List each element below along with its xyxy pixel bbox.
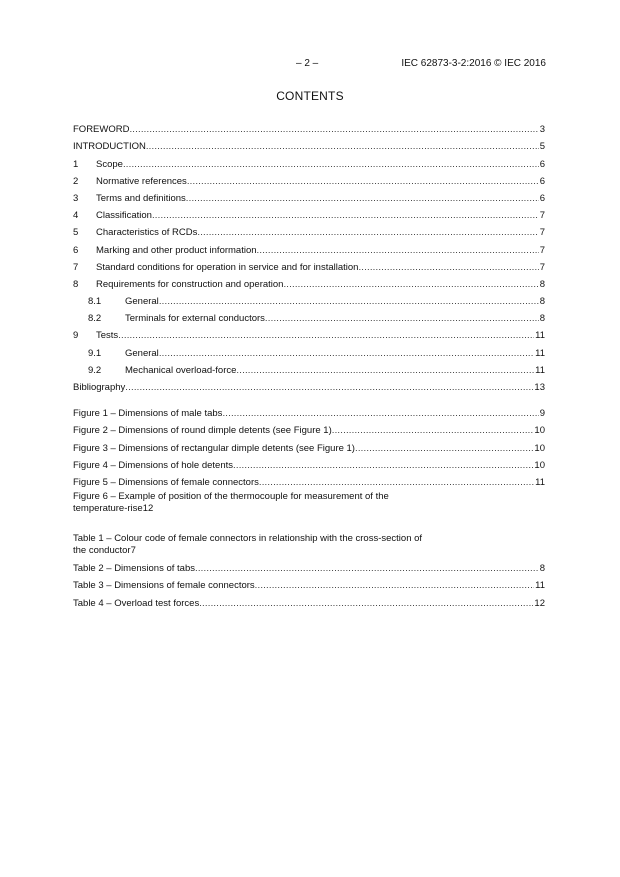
dot-leader [283, 279, 538, 290]
toc-page-number: 6 [539, 175, 545, 187]
toc-page-number: 6 [539, 192, 545, 204]
toc-entry-8-2-terminals[interactable] [73, 307, 545, 324]
dot-leader [233, 460, 533, 471]
toc-entry-standard-conditions[interactable] [73, 256, 545, 273]
toc-entry-text: Standard conditions for operation in service and for installation [96, 261, 359, 273]
dot-leader [265, 313, 539, 324]
toc-page-number: 13 [534, 382, 545, 393]
toc-entry-terms-definitions[interactable] [73, 187, 545, 204]
dot-leader [199, 598, 533, 609]
toc-entry-text: Bibliography [73, 382, 126, 393]
toc-entry-8-1-general[interactable] [73, 290, 545, 307]
figure-entry-6[interactable] [73, 491, 545, 515]
table-entry-text: Table 3 – Dimensions of female connectors [73, 580, 255, 592]
table-entry-text: Table 2 – Dimensions of tabs [73, 563, 195, 575]
toc-entry-text: Terminals for external conductors [125, 313, 265, 325]
toc-entry-number: 9 [73, 330, 79, 342]
table-entry-text: Table 1 – Colour code of female connectors in relationship with the cross-section of [73, 533, 423, 544]
toc-page-number: 11 [535, 347, 545, 359]
table-entry-3[interactable] [73, 574, 545, 591]
figure-entry-3[interactable] [73, 436, 545, 453]
figure-entry-text: Figure 4 – Dimensions of hole detents [73, 459, 234, 471]
toc-entry-marking[interactable] [73, 238, 545, 255]
toc-figures [73, 402, 545, 515]
toc-page-number: 8 [539, 296, 545, 308]
toc-entry-foreword[interactable] [73, 118, 545, 135]
toc-sections [73, 118, 545, 393]
figure-page-number: 9 [539, 408, 545, 420]
table-entry-2[interactable] [73, 557, 545, 574]
table-entry-text: Table 4 – Overload test forces [73, 597, 200, 609]
figure-entry-1[interactable] [73, 402, 545, 419]
toc-entry-requirements[interactable] [73, 273, 545, 290]
dot-leader [259, 477, 534, 488]
toc-page-number: 8 [539, 278, 545, 290]
toc-entry-number: 1 [73, 158, 79, 170]
toc-entry-number: 7 [73, 261, 79, 273]
toc-entry-text: Characteristics of RCDs [96, 227, 198, 239]
toc-entry-text: Scope [96, 158, 123, 170]
page-header [0, 58, 620, 74]
dot-leader [159, 296, 539, 307]
dot-leader [187, 176, 539, 187]
toc-entry-text: Requirements for construction and operation [96, 278, 284, 290]
figure-page-number: 11 [535, 476, 545, 488]
figure-entry-text-continued: temperature-rise [73, 502, 143, 514]
toc-entry-scope[interactable] [73, 152, 545, 169]
dot-leader [123, 159, 539, 170]
toc-entry-tests[interactable] [73, 324, 545, 341]
figure-page-number: 12 [142, 502, 154, 514]
table-entry-1[interactable] [73, 533, 545, 557]
dot-leader [159, 348, 534, 359]
toc-entry-number: 5 [73, 227, 79, 239]
table-page-number: 8 [539, 563, 545, 575]
toc-entry-9-1-general[interactable] [73, 341, 545, 358]
figure-page-number: 10 [534, 442, 545, 454]
toc-page-number: 7 [539, 210, 545, 222]
toc-entry-text: General [125, 296, 159, 308]
toc-entry-number: 8.2 [88, 313, 102, 325]
dot-leader [236, 365, 534, 376]
toc-entry-text: Terms and definitions [96, 192, 186, 204]
figure-page-number: 10 [534, 425, 545, 437]
table-entry-4[interactable] [73, 591, 545, 608]
toc-entry-bibliography[interactable] [73, 376, 545, 393]
toc-entry-classification[interactable] [73, 204, 545, 221]
toc-entry-text: Classification [96, 210, 152, 222]
figure-entry-text: Figure 3 – Dimensions of rectangular dimple detents (see Figure 1) [73, 442, 355, 454]
dot-leader [129, 124, 538, 135]
toc-entry-number: 9.1 [88, 347, 102, 359]
figure-entry-2[interactable] [73, 419, 545, 436]
dot-leader [257, 245, 539, 256]
toc-entry-text: General [125, 347, 159, 359]
document-id: IEC 62873-3-2:2016 © IEC 2016 [401, 58, 546, 69]
dot-leader [195, 563, 539, 574]
toc-page-number: 11 [535, 330, 545, 342]
figure-entry-text: Figure 6 – Example of position of the thermocouple for measurement of the [73, 490, 389, 502]
toc-entry-number: 8.1 [88, 296, 102, 308]
dot-leader [125, 382, 533, 393]
toc-page-number: 8 [539, 313, 545, 325]
table-page-number: 11 [535, 580, 545, 592]
toc-entry-number: 6 [73, 244, 79, 256]
toc-entry-9-2-mechanical-overload[interactable] [73, 359, 545, 376]
toc-page-number: 7 [539, 227, 545, 239]
dot-leader [118, 330, 534, 341]
toc-page-number: 3 [539, 124, 545, 136]
dot-leader [355, 443, 533, 454]
toc-entry-text: Marking and other product information [96, 244, 257, 256]
toc-entry-text: Tests [96, 330, 119, 342]
dot-leader [197, 227, 538, 238]
dot-leader [255, 580, 534, 591]
toc-entry-text: Normative references [96, 175, 187, 187]
toc-page-number: 6 [539, 158, 545, 170]
page-title: CONTENTS [276, 89, 344, 103]
figure-page-number: 10 [534, 459, 545, 471]
toc-tables [73, 533, 545, 609]
toc-entry-normative-references[interactable] [73, 170, 545, 187]
toc-page-number: 5 [539, 141, 545, 153]
toc-entry-introduction[interactable] [73, 135, 545, 152]
dot-leader [332, 425, 534, 436]
toc-entry-text: Mechanical overload-force [125, 364, 237, 376]
table-page-number: 7 [130, 545, 136, 556]
toc-page-number: 11 [535, 364, 545, 376]
toc-entry-number: 4 [73, 210, 79, 222]
toc-page-number: 7 [539, 244, 545, 256]
toc-entry-number: 2 [73, 175, 79, 187]
table-page-number: 12 [534, 597, 545, 609]
figure-entry-text: Figure 2 – Dimensions of round dimple detents (see Figure 1) [73, 425, 332, 437]
toc-page-number: 7 [539, 261, 545, 273]
dot-leader [222, 408, 538, 419]
toc-entry-number: 8 [73, 278, 79, 290]
dot-leader [186, 193, 539, 204]
page-number: – 2 – [296, 58, 319, 69]
figure-entry-4[interactable] [73, 454, 545, 471]
dot-leader [152, 210, 539, 221]
toc-entry-text: INTRODUCTION [73, 141, 146, 153]
toc-entry-text: FOREWORD [73, 124, 130, 136]
table-entry-text-continued: the conductor [73, 545, 131, 556]
figure-entry-text: Figure 5 – Dimensions of female connectors [73, 476, 259, 488]
dot-leader [358, 262, 538, 273]
toc-entry-number: 9.2 [88, 364, 102, 376]
toc-entry-number: 3 [73, 192, 79, 204]
figure-entry-text: Figure 1 – Dimensions of male tabs [73, 408, 223, 420]
figure-entry-5[interactable] [73, 471, 545, 488]
toc-entry-characteristics[interactable] [73, 221, 545, 238]
dot-leader [146, 141, 539, 152]
